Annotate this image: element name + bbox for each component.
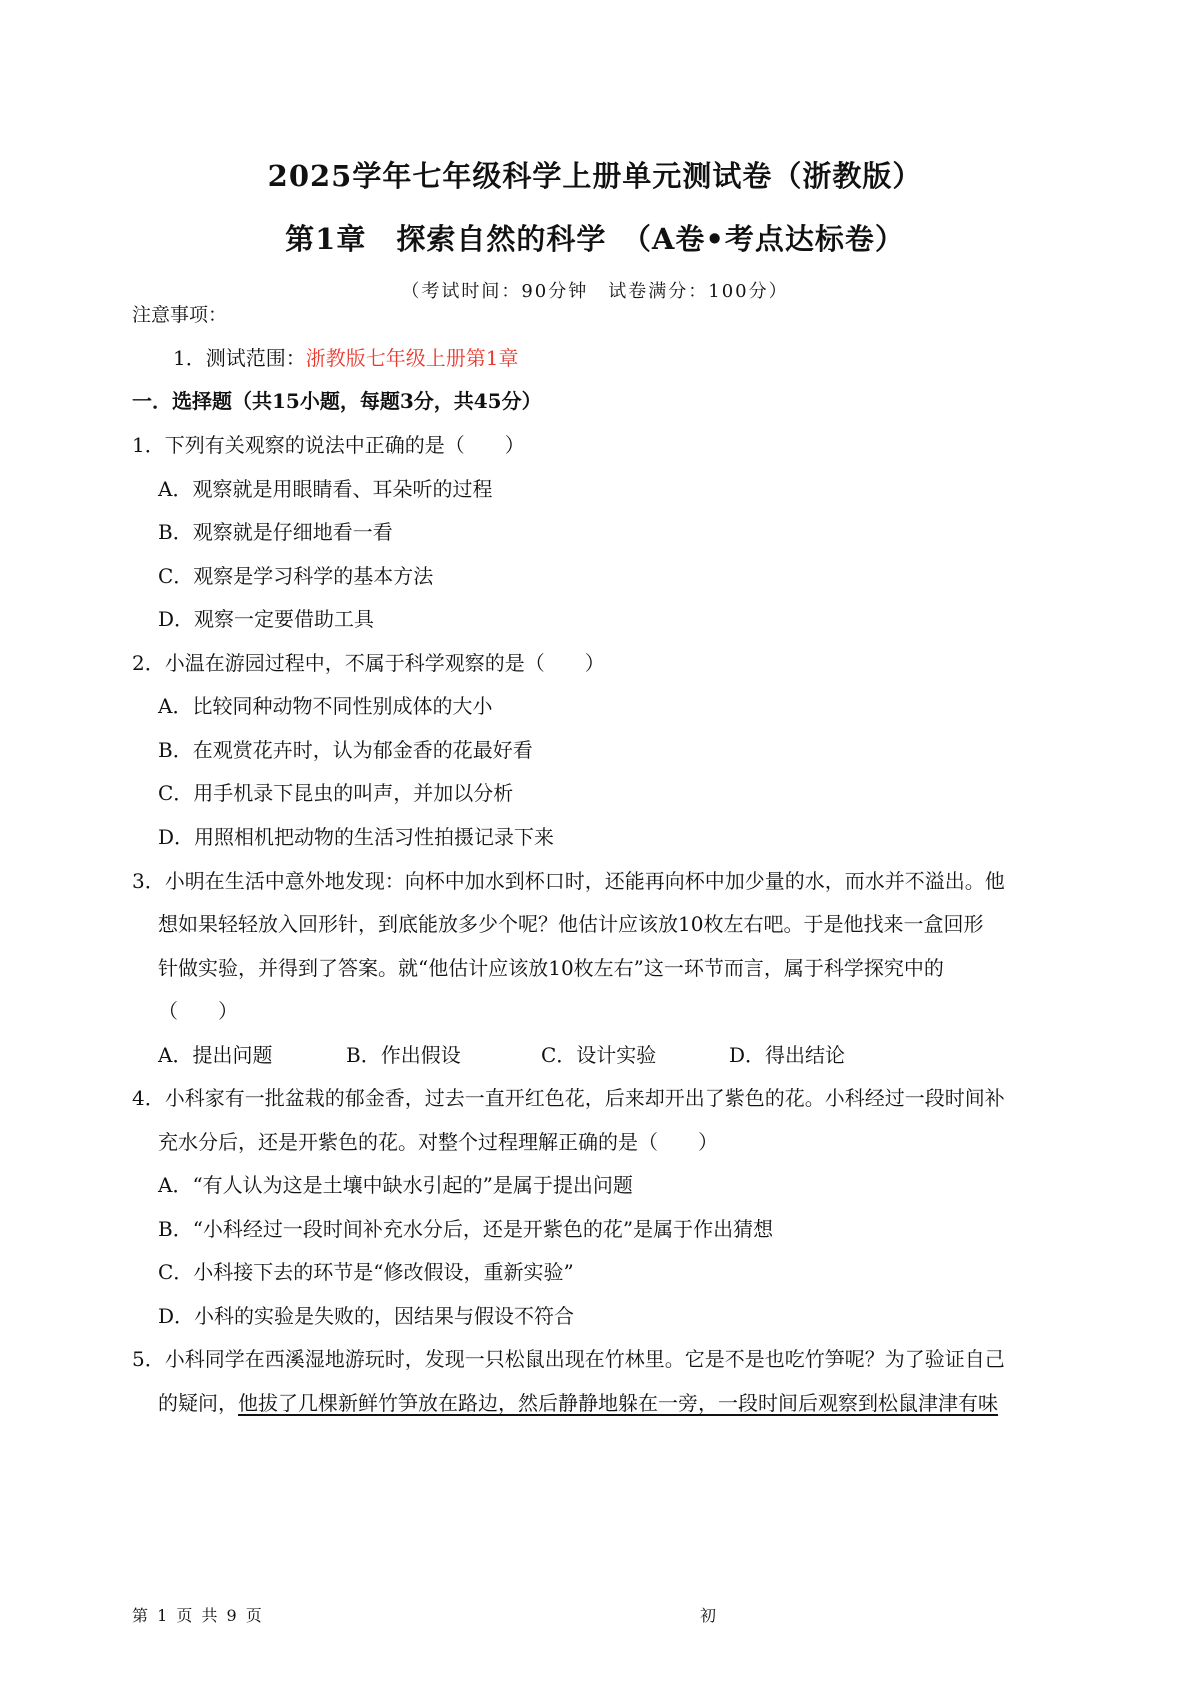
chapter-subtitle: 第1章 探索自然的科学 （A卷•考点达标卷） (285, 222, 905, 256)
question-1-option-c: C．观察是学习科学的基本方法 (158, 564, 434, 588)
page-title: 2025学年七年级科学上册单元测试卷（浙教版） (267, 159, 923, 193)
question-3-option-d: D．得出结论 (729, 1043, 846, 1067)
question-5-line-1: 5．小科同学在西溪湿地游玩时，发现一只松鼠出现在竹林里。它是不是也吃竹笋呢？为了验证自己 (132, 1347, 1005, 1371)
question-1-option-b: B．观察就是仔细地看一看 (158, 520, 393, 544)
section-heading: 一．选择题（共15小题，每题3分，共45分） (132, 389, 542, 413)
question-3-line-2: 想如果轻轻放入回形针，到底能放多少个呢？他估计应该放10枚左右吧。于是他找来一盒回形 (158, 912, 984, 936)
question-3-line-3: 针做实验，并得到了答案。就“他估计应该放10枚左右”这一环节而言，属于科学探究中的 (158, 956, 944, 980)
question-5-line-2-prefix: 的疑问， (158, 1391, 238, 1415)
question-4-line-2: 充水分后，还是开紫色的花。对整个过程理解正确的是（ ） (158, 1130, 718, 1154)
question-4-option-d: D．小科的实验是失败的，因结果与假设不符合 (158, 1304, 575, 1328)
question-2-stem: 2．小温在游园过程中，不属于科学观察的是（ ） (132, 651, 605, 675)
question-4-line-1: 4．小科家有一批盆栽的郁金香，过去一直开红色花，后来却开出了紫色的花。小科经过一段时间补 (132, 1086, 1005, 1110)
question-2-option-c: C．用手机录下昆虫的叫声，并加以分析 (158, 781, 514, 805)
question-5-underlined-text: 他拔了几棵新鲜竹笋放在路边，然后静静地躲在一旁，一段时间后观察到松鼠津津有味 (238, 1391, 998, 1415)
question-2-option-b: B．在观赏花卉时，认为郁金香的花最好看 (158, 738, 533, 762)
question-2-option-d: D．用照相机把动物的生活习性拍摄记录下来 (158, 825, 555, 849)
footer-mark: 初 (700, 1606, 719, 1625)
question-4-option-a: A．“有人认为这是土壤中缺水引起的”是属于提出问题 (158, 1173, 633, 1197)
question-3-option-a: A．提出问题 (158, 1043, 273, 1067)
page-number: 第 1 页 共 9 页 (132, 1606, 264, 1625)
question-5-line-2 (158, 1389, 998, 1417)
test-scope: 浙教版七年级上册第1章 (305, 346, 519, 370)
question-1-option-d: D．观察一定要借助工具 (158, 607, 375, 631)
question-4-option-b: B．“小科经过一段时间补充水分后，还是开紫色的花”是属于作出猜想 (158, 1217, 774, 1241)
question-3-option-b: B．作出假设 (346, 1043, 461, 1067)
question-2-option-a: A．比较同种动物不同性别成体的大小 (158, 694, 493, 718)
question-1-stem: 1．下列有关观察的说法中正确的是（ ） (132, 433, 525, 457)
question-3-line-1: 3．小明在生活中意外地发现：向杯中加水到杯口时，还能再向杯中加少量的水，而水并不溢出。他 (132, 869, 1005, 893)
question-1-option-a: A．观察就是用眼睛看、耳朵听的过程 (158, 477, 493, 501)
notes-item-1 (173, 344, 518, 372)
notes-heading: 注意事项： (132, 304, 228, 326)
question-3-option-c: C．设计实验 (541, 1043, 657, 1067)
notes-item-1-prefix: 1．测试范围： (173, 346, 306, 370)
question-3-line-4: （ ） (158, 999, 238, 1023)
exam-info: （考试时间：90分钟 试卷满分：100分） (401, 281, 789, 302)
question-4-option-c: C．小科接下去的环节是“修改假设，重新实验” (158, 1260, 574, 1284)
